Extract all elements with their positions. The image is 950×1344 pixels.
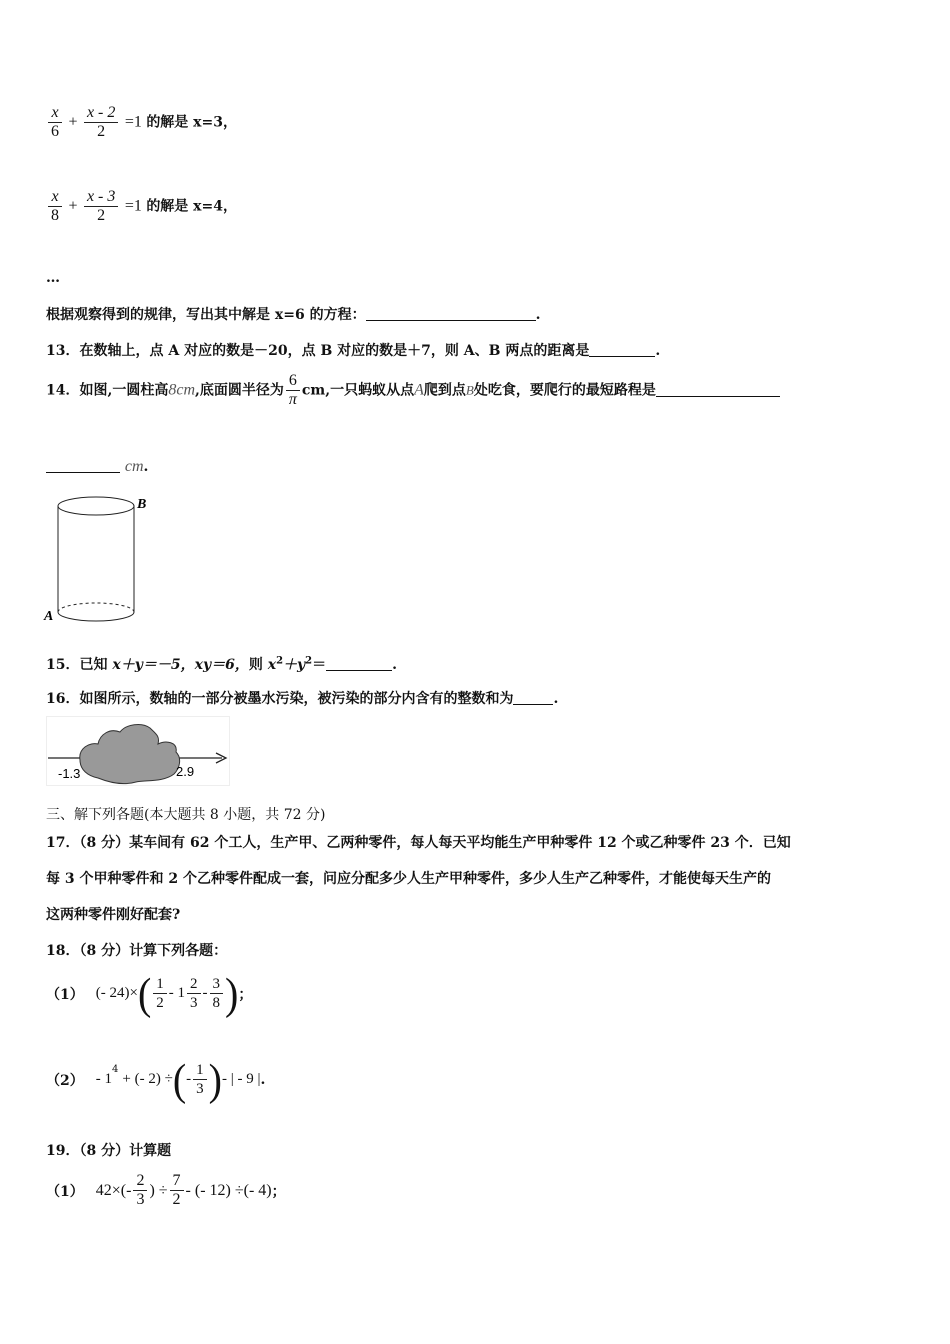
- equation-2: $\frac{x}{8}$ + $\frac{x - 3}{2}$ =1 的解是 x=4，: [46, 188, 237, 225]
- cylinder-bottom-back: [58, 603, 134, 612]
- answer-blank[interactable]: [513, 704, 553, 705]
- right-paren: ): [208, 1054, 222, 1105]
- question-12-rule: 根据观察得到的规律，写出其中解是 x=6 的方程： .: [46, 307, 541, 323]
- equation-1: $\frac{x}{6}$ + $\frac{x - 2}{2}$ =1 的解是 x=3，: [46, 104, 237, 141]
- fraction: $\frac{x}{6}$: [48, 104, 62, 141]
- answer-blank[interactable]: [366, 320, 536, 321]
- fraction: $\frac{1}{3}$: [193, 1061, 207, 1098]
- label-right-value: 2.9: [176, 764, 195, 779]
- cylinder-top: [58, 497, 134, 515]
- question-14: 14．如图,一圆柱高8cm,底面圆半径为 $\frac{6}{\pi}$ cm,一只蚂蚁从点A爬到点B处吃食，要爬行的最短路程是: [46, 372, 780, 409]
- question-17-line-1: 17．（8 分）某车间有 62 个工人，生产甲、乙两种零件，每人每天平均能生产甲种零件 12 个或乙种零件 23 个．已知: [46, 835, 791, 851]
- fraction: $\frac{2}{3}$: [187, 975, 201, 1012]
- left-paren: (: [172, 1054, 187, 1105]
- cylinder-label-a: A: [44, 609, 54, 624]
- question-18-part-2: （2） - 1 $^4$ + (- 2) ÷ ( - $\frac{1}{3}$ ) - | - 9 | .: [46, 1054, 266, 1105]
- answer-blank-continued[interactable]: [46, 472, 120, 473]
- fraction: $\frac{1}{2}$: [153, 975, 167, 1012]
- label-left-value: -1.3: [58, 766, 81, 781]
- fraction: $\frac{3}{8}$: [210, 975, 224, 1012]
- cylinder-label-b: B: [137, 497, 147, 512]
- fraction: $\frac{x}{8}$: [48, 188, 62, 225]
- fraction: $\frac{7}{2}$: [170, 1172, 184, 1209]
- cylinder-bottom-front: [58, 612, 134, 621]
- numberline-figure: [46, 716, 230, 786]
- question-16: 16．如图所示，数轴的一部分被墨水污染，被污染的部分内含有的整数和为 .: [46, 691, 559, 707]
- question-19-part-1: （1） 42×(- $\frac{2}{3}$ ) ÷ $\frac{7}{2}$ - (- 12) ÷(- 4) ；: [46, 1172, 286, 1208]
- question-19-title: 19．（8 分）计算题: [46, 1143, 172, 1159]
- ink-blot: [80, 725, 180, 784]
- answer-blank[interactable]: [656, 396, 780, 397]
- left-paren: (: [137, 968, 152, 1019]
- cylinder-figure: [40, 488, 160, 628]
- section-header: 三、解下列各题(本大题共 8 小题，共 72 分): [46, 807, 326, 823]
- question-13: 13．在数轴上，点 A 对应的数是－20，点 B 对应的数是＋7，则 A、B 两点的距离是 .: [46, 343, 661, 359]
- ellipsis: …: [46, 270, 60, 286]
- fraction: $\frac{2}{3}$: [133, 1172, 147, 1209]
- right-paren: ): [225, 968, 239, 1019]
- radius-fraction: $\frac{6}{\pi}$: [286, 372, 300, 409]
- answer-blank[interactable]: [589, 356, 655, 357]
- question-17-line-2: 每 3 个甲种零件和 2 个乙种零件配成一套，问应分配多少人生产甲种零件，多少人生产乙种零件，才能使每天生产的: [46, 871, 771, 887]
- question-18-title: 18．（8 分）计算下列各题：: [46, 943, 228, 959]
- question-14-continued: cm.: [46, 458, 148, 476]
- fraction: $\frac{x - 2}{2}$: [84, 104, 118, 141]
- question-17-line-3: 这两种零件刚好配套?: [46, 907, 181, 923]
- answer-blank[interactable]: [326, 670, 392, 671]
- fraction: $\frac{x - 3}{2}$: [84, 188, 118, 225]
- question-15: 15．已知 x＋y＝－5，xy＝6，则 $x^2+y^2=$ .: [46, 655, 398, 673]
- question-18-part-1: （1） (- 24)× ( $\frac{1}{2}$ - 1 $\frac{2}{3}$ - $\frac{3}{8}$ ) ；: [46, 968, 253, 1019]
